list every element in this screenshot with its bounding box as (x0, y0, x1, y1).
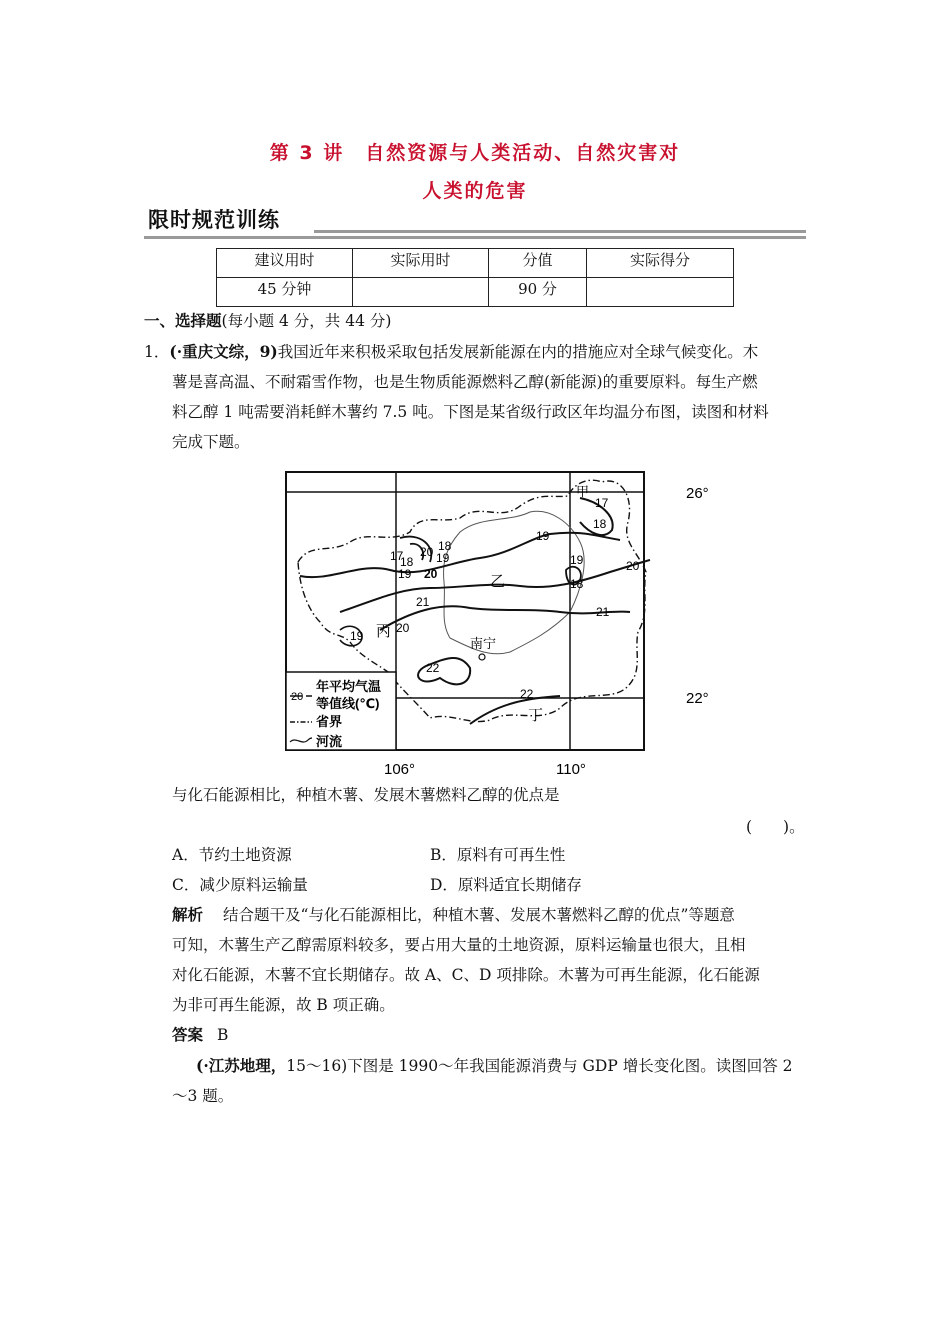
question-1-line4: 完成下题。 (172, 433, 250, 451)
answer-bracket: ( )。 (746, 818, 805, 836)
next-question-text: 下图是 1990～年我国能源消费与 GDP 增长变化图。读图回答 2 (347, 1057, 793, 1075)
isotherm-label: 22 (426, 661, 440, 675)
analysis-line2: 可知，木薯生产乙醇需原料较多，要占用大量的土地资源，原料运输量也很大，且相 (172, 936, 746, 954)
isotherm-label: 20 (424, 567, 438, 581)
banner-title: 限时规范训练 (148, 208, 280, 232)
section-heading-title: 一、选择题 (144, 311, 222, 330)
option-d[interactable]: D．原料适宜长期储存 (430, 876, 582, 894)
banner-rule-top (314, 230, 806, 233)
legend-iso-text2: 等值线(℃) (316, 696, 380, 711)
next-question-source: (·江苏地理， (196, 1056, 287, 1075)
isotherm-label: 19 (398, 567, 412, 581)
analysis-label: 解析 (172, 905, 204, 924)
question-stem: 与化石能源相比，种植木薯、发展木薯燃料乙醇的优点是 (172, 786, 560, 804)
nanning-city-marker (479, 654, 485, 660)
question-text: 我国近年来积极采取包括发展新能源在内的措施应对全球气候变化。木 (277, 343, 759, 361)
place-label-ding: 丁 (528, 707, 544, 724)
isotherm-label: 21 (416, 595, 430, 609)
isotherm-label: 19 (436, 551, 450, 565)
lat-label-22: 22° (686, 690, 709, 707)
legend-iso-value: 20 (291, 691, 304, 703)
place-label-bing: 丙 (376, 623, 392, 640)
option-a[interactable]: A．节约土地资源 (172, 846, 292, 864)
question-1-line3: 料乙醇 1 吨需要消耗鲜木薯约 7.5 吨。下图是某省级行政区年均温分布图，读图和材料 (172, 403, 769, 421)
table-cell (587, 278, 734, 307)
banner-rule-bottom (144, 236, 806, 239)
place-label-yi: 乙 (490, 573, 506, 590)
table-header-cell: 实际用时 (353, 249, 489, 278)
isotherm-label: 20 (626, 559, 640, 573)
lon-label-106: 106° (384, 761, 416, 778)
isotherm-label: 20 (420, 545, 434, 559)
answer-label: 答案 (172, 1025, 204, 1044)
isotherm-label: 17 (595, 496, 609, 510)
analysis-line4: 为非可再生能源，故 B 项正确。 (172, 996, 395, 1014)
isotherm-label: 21 (596, 605, 610, 619)
isotherm-label: 18 (593, 517, 607, 531)
temperature-map (250, 462, 730, 782)
page-title-line2: 人类的危害 (422, 180, 528, 202)
page-title-line1: 第 3 讲 自然资源与人类活动、自然灾害对 (269, 142, 681, 164)
section-heading (144, 306, 391, 336)
isotherm-label: 17 (390, 549, 404, 563)
analysis-text: 结合题干及“与化石能源相比，种植木薯、发展木薯燃料乙醇的优点”等题意 (223, 906, 735, 924)
answer-value: B (217, 1026, 229, 1044)
section-heading-note: (每小题 4 分，共 44 分) (221, 312, 392, 330)
isotherm-label: 19 (350, 629, 364, 643)
legend-river-text: 河流 (316, 734, 343, 749)
legend-province-text: 省界 (316, 714, 343, 729)
next-question-range: 15～16) (286, 1057, 348, 1075)
question-1-line2: 薯是喜高温、不耐霜雪作物，也是生物质能源燃料乙醇(新能源)的重要原料。每生产燃 (172, 373, 758, 391)
lon-label-110: 110° (556, 761, 586, 778)
table-header-cell: 建议用时 (217, 249, 353, 278)
table-cell: 45 分钟 (217, 278, 353, 307)
lat-label-26: 26° (686, 485, 709, 502)
question-number: 1． (144, 343, 170, 361)
isotherm-label: 19 (536, 529, 550, 543)
table-header-row (217, 249, 734, 278)
table-row (217, 278, 734, 307)
isotherm-label: 18 (400, 555, 414, 569)
isotherm-label: 18 (570, 577, 584, 591)
isotherm-label: 22 (520, 687, 534, 701)
isotherm-label: 20 (396, 621, 410, 635)
option-c[interactable]: C．减少原料运输量 (172, 876, 308, 894)
isotherm-22-south (470, 696, 560, 724)
question-source: (·重庆文综，9) (169, 342, 278, 361)
place-label-jia: 甲 (576, 484, 590, 499)
table-header-cell: 实际得分 (587, 249, 734, 278)
analysis-line1 (172, 900, 812, 930)
legend-iso-text1: 年平均气温 (316, 679, 382, 694)
timing-table (216, 248, 734, 307)
option-b[interactable]: B．原料有可再生性 (430, 846, 566, 864)
table-cell (353, 278, 489, 307)
analysis-line3: 对化石能源，木薯不宜长期储存。故 A、C、D 项排除。木薯为可再生能源，化石能源 (172, 966, 760, 984)
isotherm-21-line (380, 606, 630, 630)
next-question-line2: ～3 题。 (172, 1087, 234, 1105)
section-banner (144, 204, 806, 240)
table-cell: 90 分 (489, 278, 587, 307)
isotherm-label: 19 (570, 553, 584, 567)
question-1-line1 (144, 337, 824, 367)
place-label-nanning: 南宁 (470, 636, 497, 651)
next-question-line1 (196, 1051, 816, 1081)
isotherm-label: 18 (438, 539, 452, 553)
table-header-cell: 分值 (489, 249, 587, 278)
answer-line (172, 1020, 228, 1050)
